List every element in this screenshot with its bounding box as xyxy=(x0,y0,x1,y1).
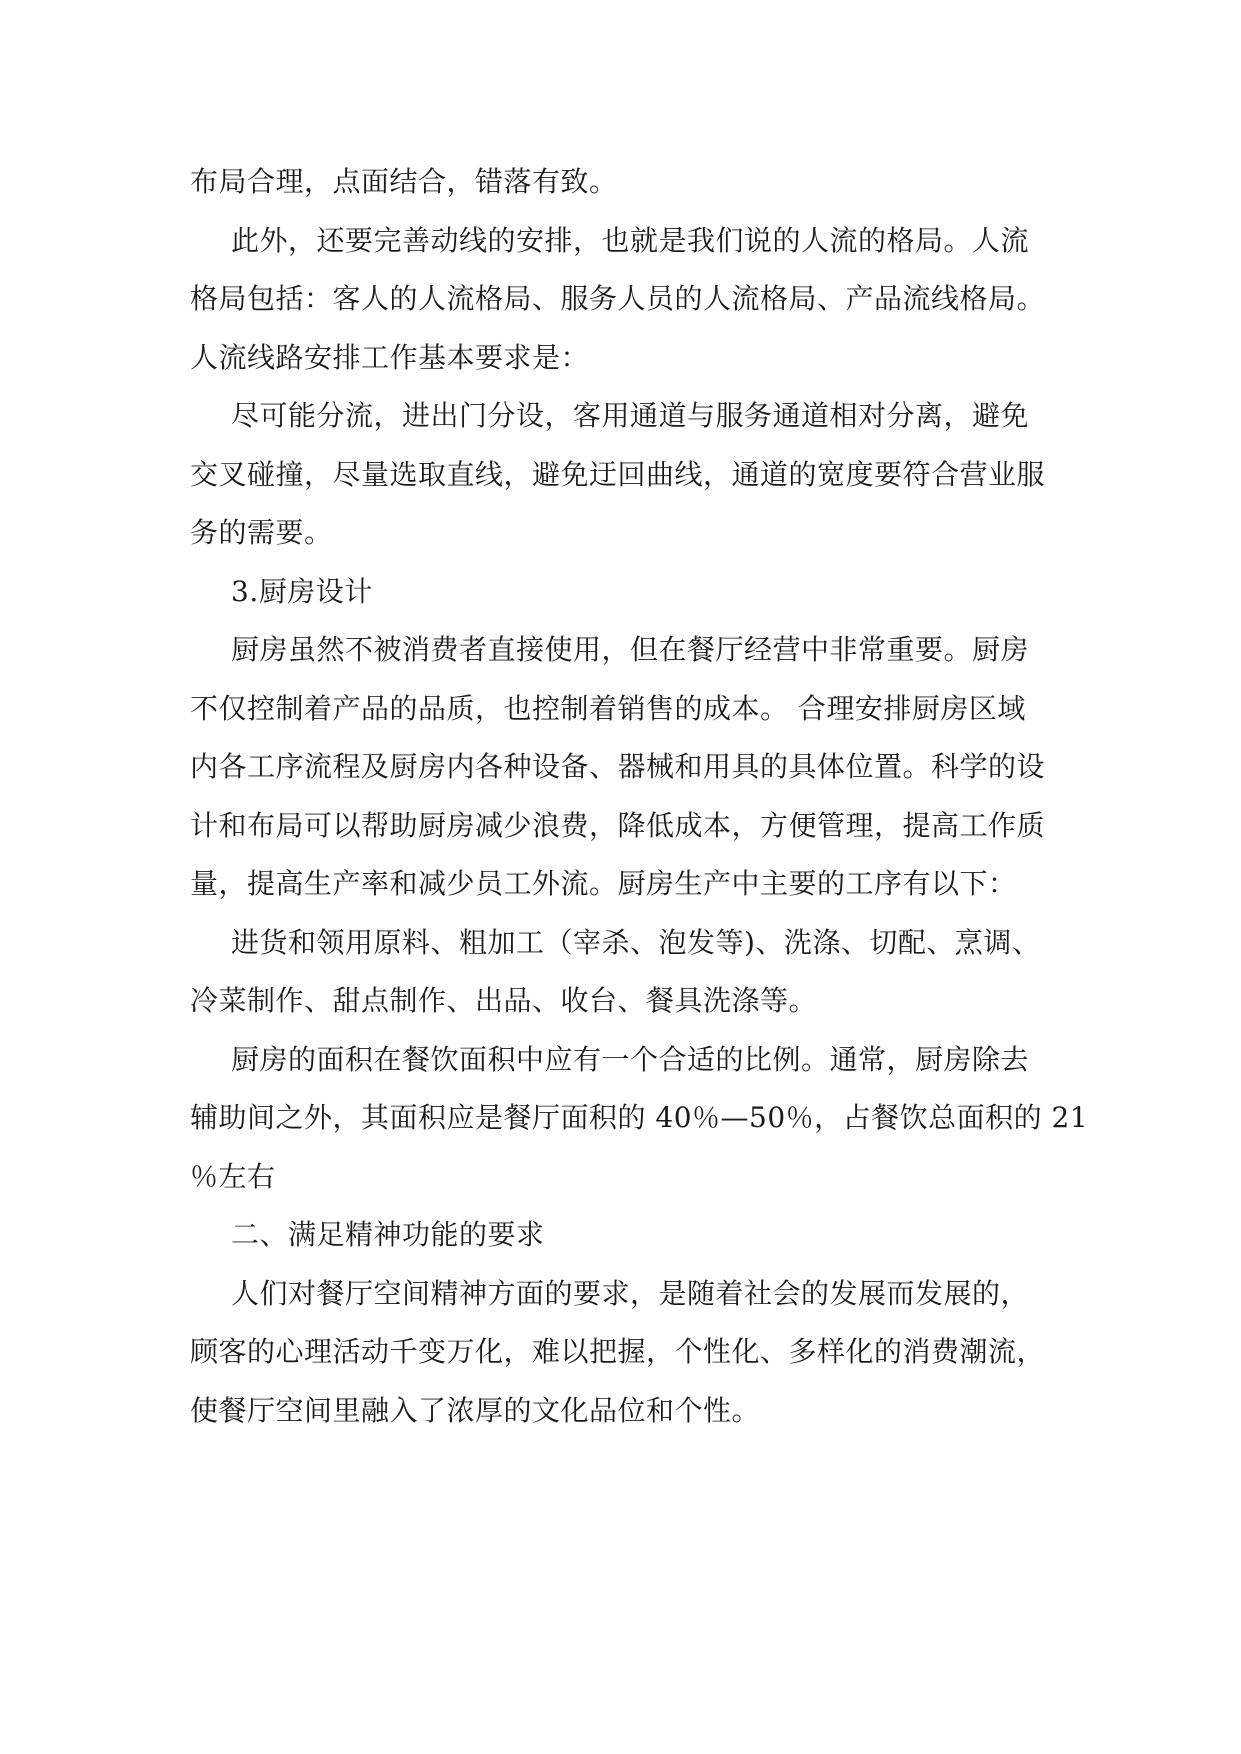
paragraph-4 xyxy=(190,621,1060,914)
section-heading-kitchen-design xyxy=(190,563,1060,622)
paragraph-7 xyxy=(190,1265,1060,1441)
section-heading-spiritual-function xyxy=(190,1206,1060,1265)
text-line: 二、满足精神功能的要求 xyxy=(231,1218,545,1251)
text-line: 人流线路安排工作基本要求是： xyxy=(190,340,590,374)
text-line: 人们对餐厅空间精神方面的要求，是随着社会的发展而发展的， xyxy=(231,1276,1030,1310)
text-line: 布局合理，点面结合，错落有致。 xyxy=(190,165,618,198)
paragraph-6 xyxy=(190,1031,1089,1207)
text-line: 辅助间之外，其面积应是餐厅面积的 40％—50％，占餐饮总面积的 21 xyxy=(190,1101,1089,1134)
text-line: 不仅控制着产品的品质，也控制着销售的成本。 合理安排厨房区域 xyxy=(190,691,1026,725)
text-line: 冷菜制作、甜点制作、出品、收台、餐具洗涤等。 xyxy=(190,984,818,1017)
text-line: 顾客的心理活动千变万化，难以把握，个性化、多样化的消费潮流， xyxy=(190,1335,1046,1368)
text-line: 尽可能分流，进出门分设，客用通道与服务通道相对分离，避免 xyxy=(231,399,1030,432)
text-line: ％左右 xyxy=(190,1159,276,1193)
text-line: 交叉碰撞，尽量选取直线，避免迂回曲线，通道的宽度要符合营业服 xyxy=(190,457,1046,491)
paragraph-5 xyxy=(190,914,1060,1031)
text-line: 格局包括：客人的人流格局、服务人员的人流格局、产品流线格局。 xyxy=(190,282,1046,315)
text-line: 使餐厅空间里融入了浓厚的文化品位和个性。 xyxy=(190,1393,761,1427)
paragraph-1 xyxy=(190,153,1060,212)
text-line: 3.厨房设计 xyxy=(231,574,373,608)
text-line: 进货和领用原料、粗加工（宰杀、泡发等)、洗涤、切配、烹调、 xyxy=(231,925,1041,959)
document-body xyxy=(190,153,1089,1440)
text-line: 内各工序流程及厨房内各种设备、器械和用具的具体位置。科学的设 xyxy=(190,750,1046,783)
text-line: 计和布局可以帮助厨房减少浪费，降低成本，方便管理，提高工作质 xyxy=(190,808,1046,842)
text-line: 此外，还要完善动线的安排，也就是我们说的人流的格局。人流 xyxy=(231,223,1030,257)
paragraph-2 xyxy=(190,212,1060,388)
text-line: 厨房虽然不被消费者直接使用，但在餐厅经营中非常重要。厨房 xyxy=(231,633,1030,666)
paragraph-3 xyxy=(190,387,1060,563)
text-line: 量，提高生产率和减少员工外流。厨房生产中主要的工序有以下： xyxy=(190,867,1017,900)
text-line: 厨房的面积在餐饮面积中应有一个合适的比例。通常，厨房除去 xyxy=(231,1042,1030,1076)
text-line: 务的需要。 xyxy=(190,516,333,549)
